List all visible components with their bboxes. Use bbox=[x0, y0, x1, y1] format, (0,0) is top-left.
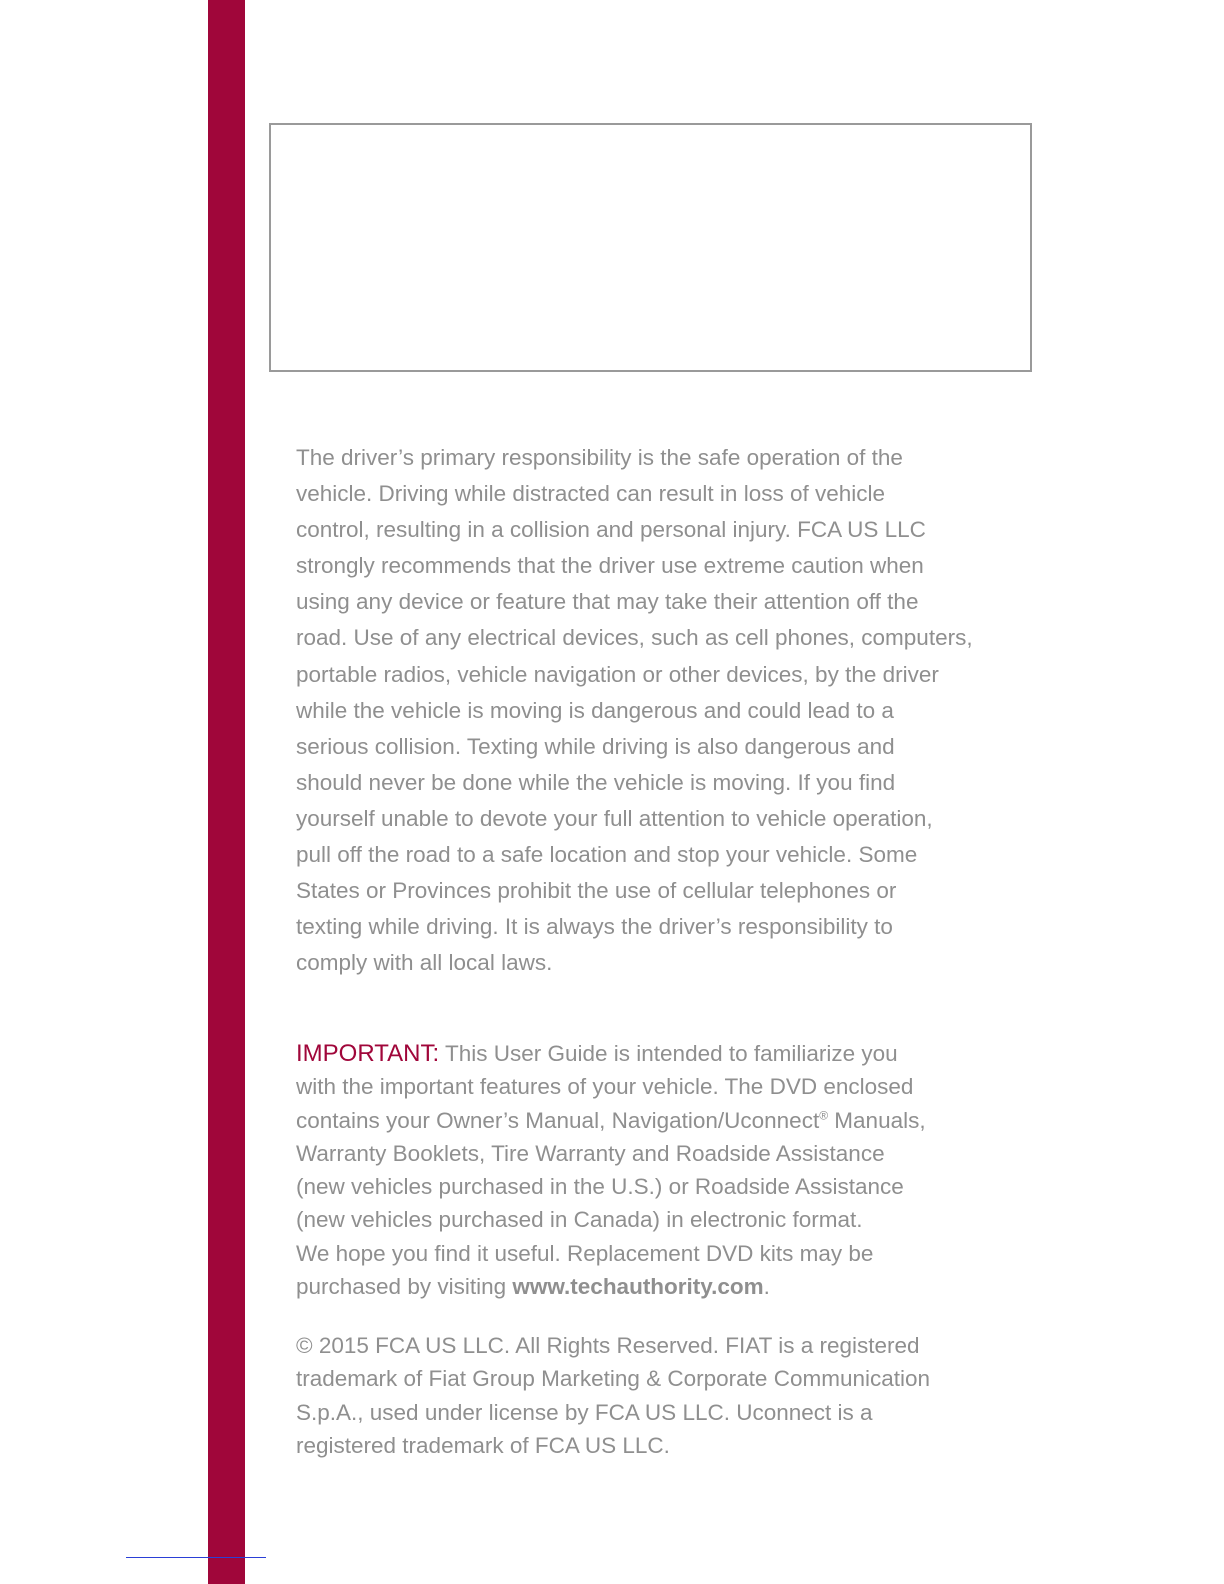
warning-line: pull off the road to a safe location and stop your vehicle. Some bbox=[296, 842, 918, 868]
warning-line: while the vehicle is moving is dangerous and could lead to a bbox=[296, 697, 894, 723]
important-line: with the important features of your vehicle. The DVD enclosed bbox=[296, 1074, 914, 1100]
important-notice bbox=[296, 1037, 976, 1303]
warning-line: control, resulting in a collision and personal injury. FCA US LLC bbox=[296, 517, 926, 543]
warning-line: comply with all local laws. bbox=[296, 950, 553, 976]
important-text: This User Guide is intended to familiarize you bbox=[439, 1041, 898, 1066]
warning-line: The driver’s primary responsibility is the safe operation of the bbox=[296, 445, 903, 470]
important-line: (new vehicles purchased in the U.S.) or Roadside Assistance bbox=[296, 1174, 904, 1200]
warning-line: serious collision. Texting while driving is also dangerous and bbox=[296, 733, 895, 759]
copyright-notice bbox=[296, 1329, 976, 1462]
warning-line: using any device or feature that may take their attention off the bbox=[296, 589, 919, 615]
important-line bbox=[296, 1037, 976, 1070]
warning-line: strongly recommends that the driver use extreme caution when bbox=[296, 553, 924, 579]
copyright-line: trademark of Fiat Group Marketing & Corporate Communication bbox=[296, 1366, 931, 1392]
copyright-line: registered trademark of FCA US LLC. bbox=[296, 1432, 670, 1458]
important-label: IMPORTANT: bbox=[296, 1040, 440, 1067]
warning-line: road. Use of any electrical devices, such as cell phones, computers, bbox=[296, 625, 973, 651]
copyright-line: © 2015 FCA US LLC. All Rights Reserved. FIAT is a registered bbox=[296, 1333, 920, 1358]
warning-line: texting while driving. It is always the driver’s responsibility to bbox=[296, 914, 893, 940]
copyright-line: S.p.A., used under license by FCA US LLC. Uconnect is a bbox=[296, 1399, 873, 1425]
important-text: contains your Owner’s Manual, Navigation/Uconnect bbox=[296, 1107, 820, 1133]
important-text: Manuals, bbox=[828, 1107, 926, 1133]
important-line bbox=[296, 1104, 976, 1137]
techauthority-link[interactable]: www.techauthority.com bbox=[512, 1274, 764, 1300]
warning-line: vehicle. Driving while distracted can result in loss of vehicle bbox=[296, 481, 886, 507]
driver-safety-warning bbox=[296, 440, 976, 981]
important-text: . bbox=[763, 1274, 770, 1300]
important-text: purchased by visiting bbox=[296, 1274, 513, 1300]
warning-line: States or Provinces prohibit the use of cellular telephones or bbox=[296, 878, 897, 904]
important-line bbox=[296, 1270, 976, 1303]
warning-line: portable radios, vehicle navigation or other devices, by the driver bbox=[296, 661, 939, 687]
blank-label-frame bbox=[269, 123, 1032, 372]
bottom-rule-line bbox=[126, 1557, 266, 1558]
important-line: We hope you find it useful. Replacement DVD kits may be bbox=[296, 1240, 874, 1266]
important-line: Warranty Booklets, Tire Warranty and Roadside Assistance bbox=[296, 1140, 885, 1166]
warning-line: yourself unable to devote your full attention to vehicle operation, bbox=[296, 805, 933, 831]
warning-line: should never be done while the vehicle is moving. If you find bbox=[296, 769, 896, 795]
important-line: (new vehicles purchased in Canada) in electronic format. bbox=[296, 1207, 863, 1233]
side-accent-bar bbox=[208, 0, 245, 1584]
registered-mark: ® bbox=[819, 1108, 829, 1123]
